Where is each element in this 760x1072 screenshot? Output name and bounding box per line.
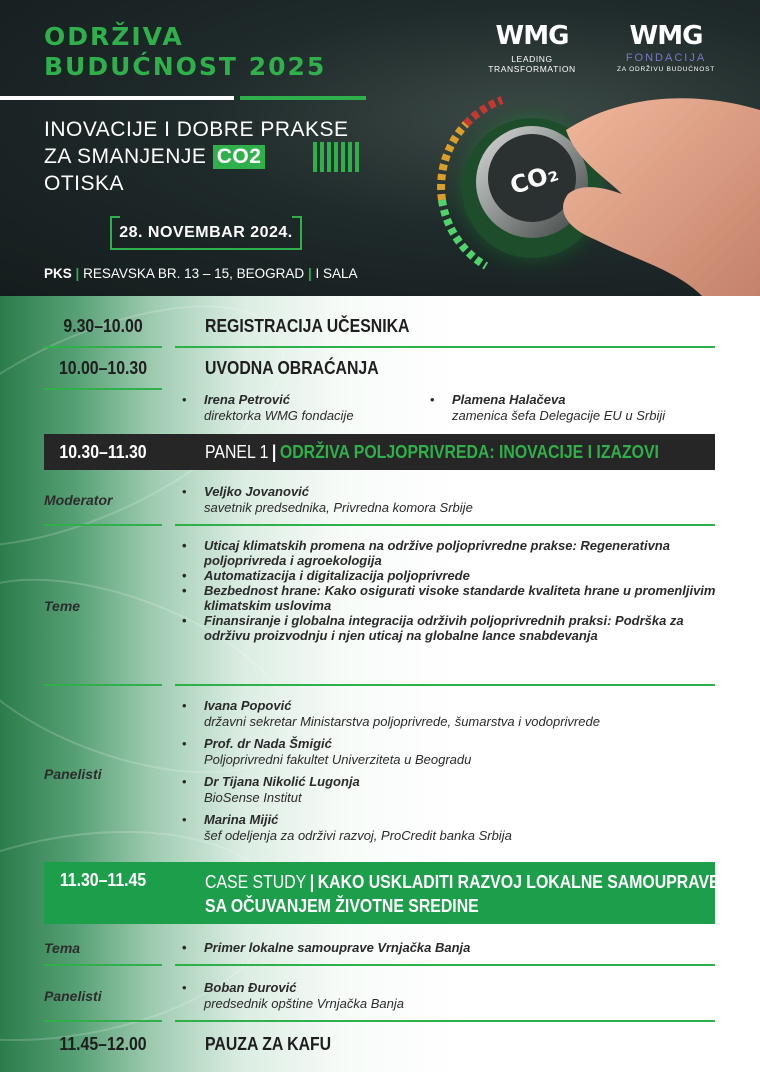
event-title-line2: BUDUĆNOST 2025 bbox=[44, 52, 327, 81]
panelist-role: državni sekretar Ministarstva poljoprivrede, šumarstva i vodoprivrede bbox=[204, 714, 600, 729]
speaker-name: Irena Petrović bbox=[204, 392, 290, 407]
time-slot: 11.30–11.45 bbox=[59, 870, 147, 890]
panelists-list bbox=[180, 698, 720, 844]
event-address bbox=[44, 266, 358, 281]
panelist-name: Boban Đurović bbox=[204, 980, 297, 995]
panelist-role: šef odeljenja za održivi razvoj, ProCredit banka Srbija bbox=[204, 828, 512, 843]
title-separator: | bbox=[309, 872, 315, 892]
topic-item: • Finansiranje i globalna integracija održivih poljoprivrednih praksi: Podrška za održivu proizvodnju i njen uticaj na globalne lance snabdevanja bbox=[180, 613, 720, 643]
session-title: PAUZA ZA KAFU bbox=[205, 1034, 332, 1054]
address-separator: | bbox=[75, 266, 80, 281]
panelist-name: Dr Tijana Nikolić Lugonja bbox=[204, 774, 360, 789]
panelist-role: Poljoprivredni fakultet Univerziteta u Beogradu bbox=[204, 752, 472, 767]
panelist-item bbox=[180, 736, 720, 768]
subtitle-line2: ZA SMANJENJE bbox=[44, 145, 207, 168]
session-kind: PANEL 1 bbox=[205, 442, 269, 462]
divider bbox=[44, 524, 162, 526]
time-slot: 10.30–11.30 bbox=[59, 442, 147, 462]
session-title: REGISTRACIJA UČESNIKA bbox=[205, 316, 410, 336]
speaker-role: zamenica šefa Delegacije EU u Srbiji bbox=[452, 408, 666, 423]
subtitle-line3: OTISKA bbox=[44, 172, 125, 195]
topic-item: • Bezbednost hrane: Kako osigurati visoke standarde kvaliteta hrane u promenljivim klimatskim uslovima bbox=[180, 583, 720, 613]
panelist-item bbox=[180, 774, 720, 806]
case-topic-label: Tema bbox=[44, 940, 81, 956]
divider bbox=[175, 524, 715, 526]
divider bbox=[175, 964, 715, 966]
moderator-role: savetnik predsednika, Privredna komora Srbije bbox=[204, 500, 473, 515]
divider bbox=[44, 684, 162, 686]
wmg-logo-tagline: LEADING TRANSFORMATION bbox=[488, 54, 576, 74]
divider bbox=[44, 1020, 162, 1022]
header-banner bbox=[0, 0, 760, 296]
knob-co2-label: CO₂ bbox=[506, 158, 562, 201]
address-street: RESAVSKA BR. 13 – 15, BEOGRAD bbox=[83, 266, 305, 281]
topics-label: Teme bbox=[44, 598, 81, 614]
address-pks: PKS bbox=[44, 266, 72, 281]
panelist-role: predsednik opštine Vrnjačka Banja bbox=[204, 996, 404, 1011]
divider bbox=[175, 684, 715, 686]
session-kind: CASE STUDY bbox=[205, 872, 307, 892]
event-title-line1: ODRŽIVA bbox=[44, 22, 184, 51]
speaker-item bbox=[428, 392, 665, 424]
event-subtitle bbox=[44, 116, 349, 197]
address-separator: | bbox=[307, 266, 312, 281]
subtitle-line1: INOVACIJE I DOBRE PRAKSE bbox=[44, 118, 349, 141]
title-rule-white bbox=[0, 96, 234, 100]
panelist-item bbox=[180, 812, 720, 844]
wmg-fondacija-mark: WMG bbox=[629, 21, 703, 51]
panelist-item bbox=[180, 698, 720, 730]
session-title: UVODNA OBRAĆANJA bbox=[205, 358, 379, 378]
panelist-item bbox=[180, 980, 404, 1012]
speaker-name: Plamena Halačeva bbox=[452, 392, 566, 407]
speaker-item bbox=[180, 392, 354, 424]
divider bbox=[175, 1020, 715, 1022]
divider bbox=[44, 388, 162, 390]
wmg-logo-mark: WMG bbox=[495, 21, 569, 51]
agenda-content bbox=[0, 296, 760, 1072]
time-slot: 10.00–10.30 bbox=[58, 358, 148, 378]
case-panelists-label: Panelisti bbox=[44, 988, 102, 1004]
opening-speaker-list bbox=[180, 392, 354, 424]
panelist-role: BioSense Institut bbox=[204, 790, 302, 805]
address-room: I SALA bbox=[315, 266, 358, 281]
moderator-item bbox=[180, 484, 473, 516]
time-slot: 9.30–10.00 bbox=[63, 316, 143, 336]
moderator-list bbox=[180, 484, 473, 516]
decorative-stripes bbox=[313, 142, 362, 177]
co2-knob-illustration bbox=[406, 90, 760, 296]
case-panelists-list bbox=[180, 980, 404, 1012]
panel1-header-bar bbox=[44, 434, 715, 470]
topics-list bbox=[180, 538, 720, 643]
session-title: ODRŽIVA POLJOPRIVREDA: INOVACIJE I IZAZOVI bbox=[279, 442, 659, 462]
co2-badge: CO2 bbox=[213, 145, 266, 169]
divider bbox=[175, 346, 715, 348]
panelist-name: Ivana Popović bbox=[204, 698, 292, 713]
event-title bbox=[44, 22, 326, 82]
title-separator: | bbox=[271, 442, 277, 462]
topic-item: • Automatizacija i digitalizacija poljoprivrede bbox=[180, 568, 720, 583]
event-date: 28. NOVEMBAR 2024. bbox=[110, 216, 302, 250]
opening-speaker-list bbox=[428, 392, 665, 424]
case-study-header-bar bbox=[44, 862, 720, 924]
panelist-name: Prof. dr Nada Šmigić bbox=[204, 736, 332, 751]
topic-item: • Uticaj klimatskih promena na održive poljoprivredne prakse: Regenerativna poljoprivreda i agroekologija bbox=[180, 538, 720, 568]
speaker-role: direktorka WMG fondacije bbox=[204, 408, 354, 423]
case-topic-list bbox=[180, 940, 470, 955]
title-rule-green bbox=[240, 96, 366, 100]
wmg-fondacija-name: FONDACIJA bbox=[625, 52, 707, 64]
divider bbox=[44, 346, 162, 348]
moderator-name: Veljko Jovanović bbox=[204, 484, 310, 499]
session-title-line1: KAKO USKLADITI RAZVOJ LOKALNE SAMOUPRAVE bbox=[317, 872, 720, 892]
panelists-label: Panelisti bbox=[44, 766, 102, 782]
wmg-fondacija-tagline: ZA ODRŽIVU BUDUĆNOST bbox=[617, 66, 715, 73]
wmg-fondacija-logo bbox=[606, 22, 726, 73]
topic-item: • Primer lokalne samouprave Vrnjačka Banja bbox=[180, 940, 470, 955]
time-slot: 11.45–12.00 bbox=[59, 1034, 147, 1054]
panelist-name: Marina Mijić bbox=[204, 812, 279, 827]
divider bbox=[44, 964, 162, 966]
session-title-line2: SA OČUVANJEM ŽIVOTNE SREDINE bbox=[205, 896, 479, 916]
wmg-logo bbox=[468, 22, 596, 74]
moderator-label: Moderator bbox=[44, 492, 113, 508]
